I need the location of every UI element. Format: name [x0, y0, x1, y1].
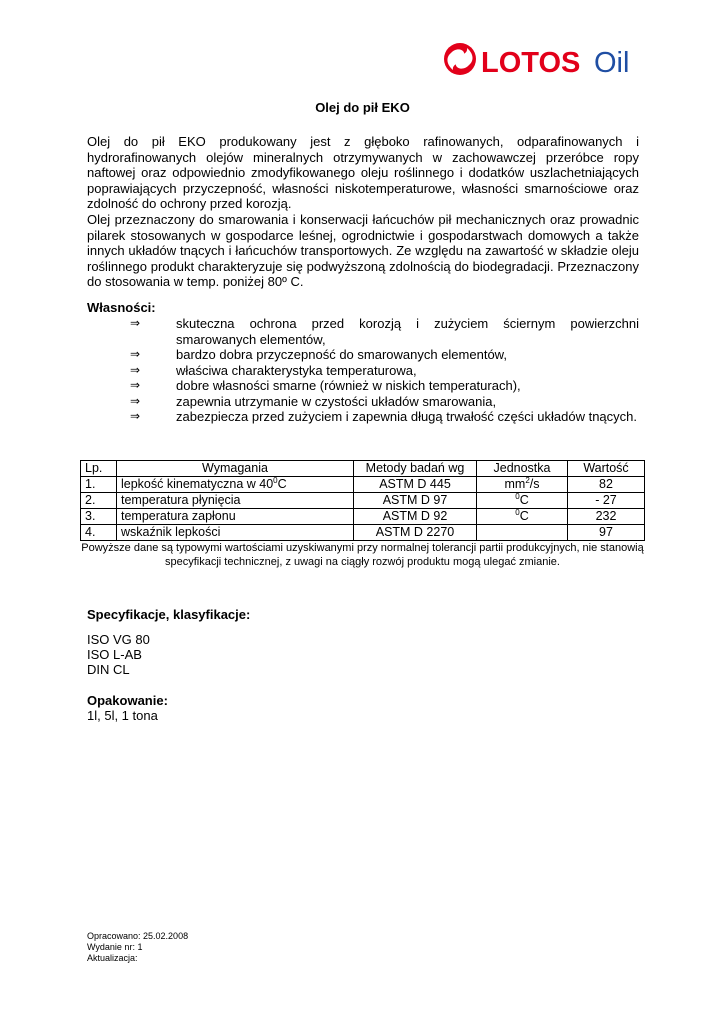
- packaging-heading: Opakowanie:: [87, 693, 168, 708]
- properties-heading: Własności:: [87, 300, 156, 315]
- cell-method: ASTM D 445: [354, 477, 477, 493]
- description-paragraph-2: Olej przeznaczony do smarowania i konserwacji łańcuchów pił mechanicznych oraz prowadnic pilarek stosowanych w gospodarce leśnej, ogrodnictwie i gospodarstwach domowych a także innych układów tnących i łańcuchów transportowych. Ze względu na zawartość w składzie oleju roślinnego produkt charakteryzuje się podwyższoną zdolnością do biodegradacji. Przeznaczony do stosowania w temp. poniżej 80º C.: [87, 212, 639, 289]
- document-footer: [87, 931, 188, 964]
- properties-list-item: [87, 347, 639, 363]
- unit-suffix: C: [519, 509, 529, 523]
- header-requirement: Wymagania: [117, 461, 354, 477]
- double-arrow-icon: ⇒: [130, 362, 141, 377]
- unit-suffix: C: [519, 493, 529, 507]
- cell-lp: 1.: [81, 477, 117, 493]
- cell-requirement: [117, 477, 354, 493]
- specification-heading: Specyfikacje, klasyfikacje:: [87, 607, 251, 622]
- logo-brand-text: LOTOS: [481, 47, 581, 79]
- property-text: dobre własności smarne (również w niskich temperaturach),: [176, 378, 521, 393]
- properties-list-item: [87, 394, 639, 410]
- double-arrow-icon: ⇒: [130, 378, 141, 392]
- footer-prepared-date: Opracowano: 25.02.2008: [87, 931, 189, 941]
- footer-update: Aktualizacja:: [87, 953, 138, 963]
- unit-suffix: /s: [529, 477, 540, 491]
- cell-method: ASTM D 92: [354, 509, 477, 525]
- specification-table: [80, 460, 645, 541]
- table-row: [81, 525, 645, 541]
- table-row: [81, 493, 645, 509]
- requirement-text: wskaźnik lepkości: [121, 525, 221, 539]
- cell-value: 82: [568, 477, 645, 493]
- packaging-text: 1l, 5l, 1 tona: [87, 708, 158, 723]
- cell-value: - 27: [568, 493, 645, 509]
- double-arrow-icon: ⇒: [130, 409, 141, 423]
- description-paragraph-1: Olej do pił EKO produkowany jest z głęboko rafinowanych, odparafinowanych i hydrorafinowanych olejów mineralnych otrzymywanych w zachowawczej przeróbce ropy naftowej oraz odpowiednio zmodyfikowanego oleju roślinnego i dodatków uszlachetniających poprawiających przyczepność, własności niskotemperaturowe, własności smarnościowe oraz zdolność do ochrony przed korozją.: [87, 134, 639, 211]
- table-disclaimer-note: Powyższe dane są typowymi wartościami uzyskiwanymi przy normalnej tolerancji partii produkcyjnych, nie stanowią specyfikacji technicznej, z uwagi na ciągły rozwój produktu mogą ulegać zmianie.: [81, 542, 644, 568]
- table-row: [81, 477, 645, 493]
- property-text: skuteczna ochrona przed korozją i zużyciem ściernym powierzchni smarowanych elementów,: [176, 316, 639, 347]
- double-arrow-icon: ⇒: [130, 316, 141, 330]
- lotos-logo-graphic: [441, 40, 641, 80]
- table-row: [81, 509, 645, 525]
- unit-superscript: 0: [515, 508, 520, 517]
- requirement-superscript: 0: [273, 476, 278, 485]
- property-text: zapewnia utrzymanie w czystości układów smarowania,: [176, 393, 497, 409]
- table-header-row: [81, 461, 645, 477]
- cell-unit: [477, 525, 568, 541]
- header-unit: Jednostka: [477, 461, 568, 477]
- unit-prefix: mm: [504, 477, 526, 491]
- property-text: właściwa charakterystyka temperaturowa,: [176, 362, 417, 378]
- requirement-text: lepkość kinematyczna w 40: [121, 477, 274, 491]
- requirement-text: temperatura płynięcia: [121, 493, 241, 507]
- specification-item: DIN CL: [87, 662, 130, 677]
- property-text: zabezpiecza przed zużyciem i zapewnia długą trwałość części układów tnących.: [176, 409, 637, 424]
- cell-requirement: [117, 525, 354, 541]
- cell-lp: 3.: [81, 509, 117, 525]
- cell-value: 232: [568, 509, 645, 525]
- logo-suffix-text: Oil: [594, 47, 630, 79]
- cell-requirement: [117, 493, 354, 509]
- unit-superscript: 2: [525, 476, 530, 485]
- cell-value: 97: [568, 525, 645, 541]
- cell-lp: 4.: [81, 525, 117, 541]
- specification-item: ISO L-AB: [87, 647, 142, 662]
- cell-unit: [477, 509, 568, 525]
- unit-superscript: 0: [515, 492, 520, 501]
- cell-method: ASTM D 97: [354, 493, 477, 509]
- cell-requirement: [117, 509, 354, 525]
- document-title: Olej do pił EKO: [315, 100, 410, 115]
- properties-list: [87, 316, 639, 425]
- cell-lp: 2.: [81, 493, 117, 509]
- properties-list-item: [87, 409, 639, 425]
- lotos-oil-logo: [441, 40, 641, 80]
- header-method: Metody badań wg: [354, 461, 477, 477]
- header-value: Wartość: [568, 461, 645, 477]
- requirement-text: temperatura zapłonu: [121, 509, 236, 523]
- header-lp: Lp.: [81, 461, 117, 477]
- properties-list-item: [87, 363, 639, 379]
- double-arrow-icon: ⇒: [130, 393, 141, 408]
- cell-unit: [477, 493, 568, 509]
- cell-method: ASTM D 2270: [354, 525, 477, 541]
- footer-edition: Wydanie nr: 1: [87, 942, 143, 952]
- requirement-tail: C: [277, 477, 287, 491]
- property-text: bardzo dobra przyczepność do smarowanych elementów,: [176, 347, 507, 362]
- double-arrow-icon: ⇒: [130, 347, 141, 361]
- properties-list-item: [87, 378, 639, 394]
- specification-item: ISO VG 80: [87, 632, 150, 647]
- properties-list-item: [87, 316, 639, 347]
- cell-unit: [477, 477, 568, 493]
